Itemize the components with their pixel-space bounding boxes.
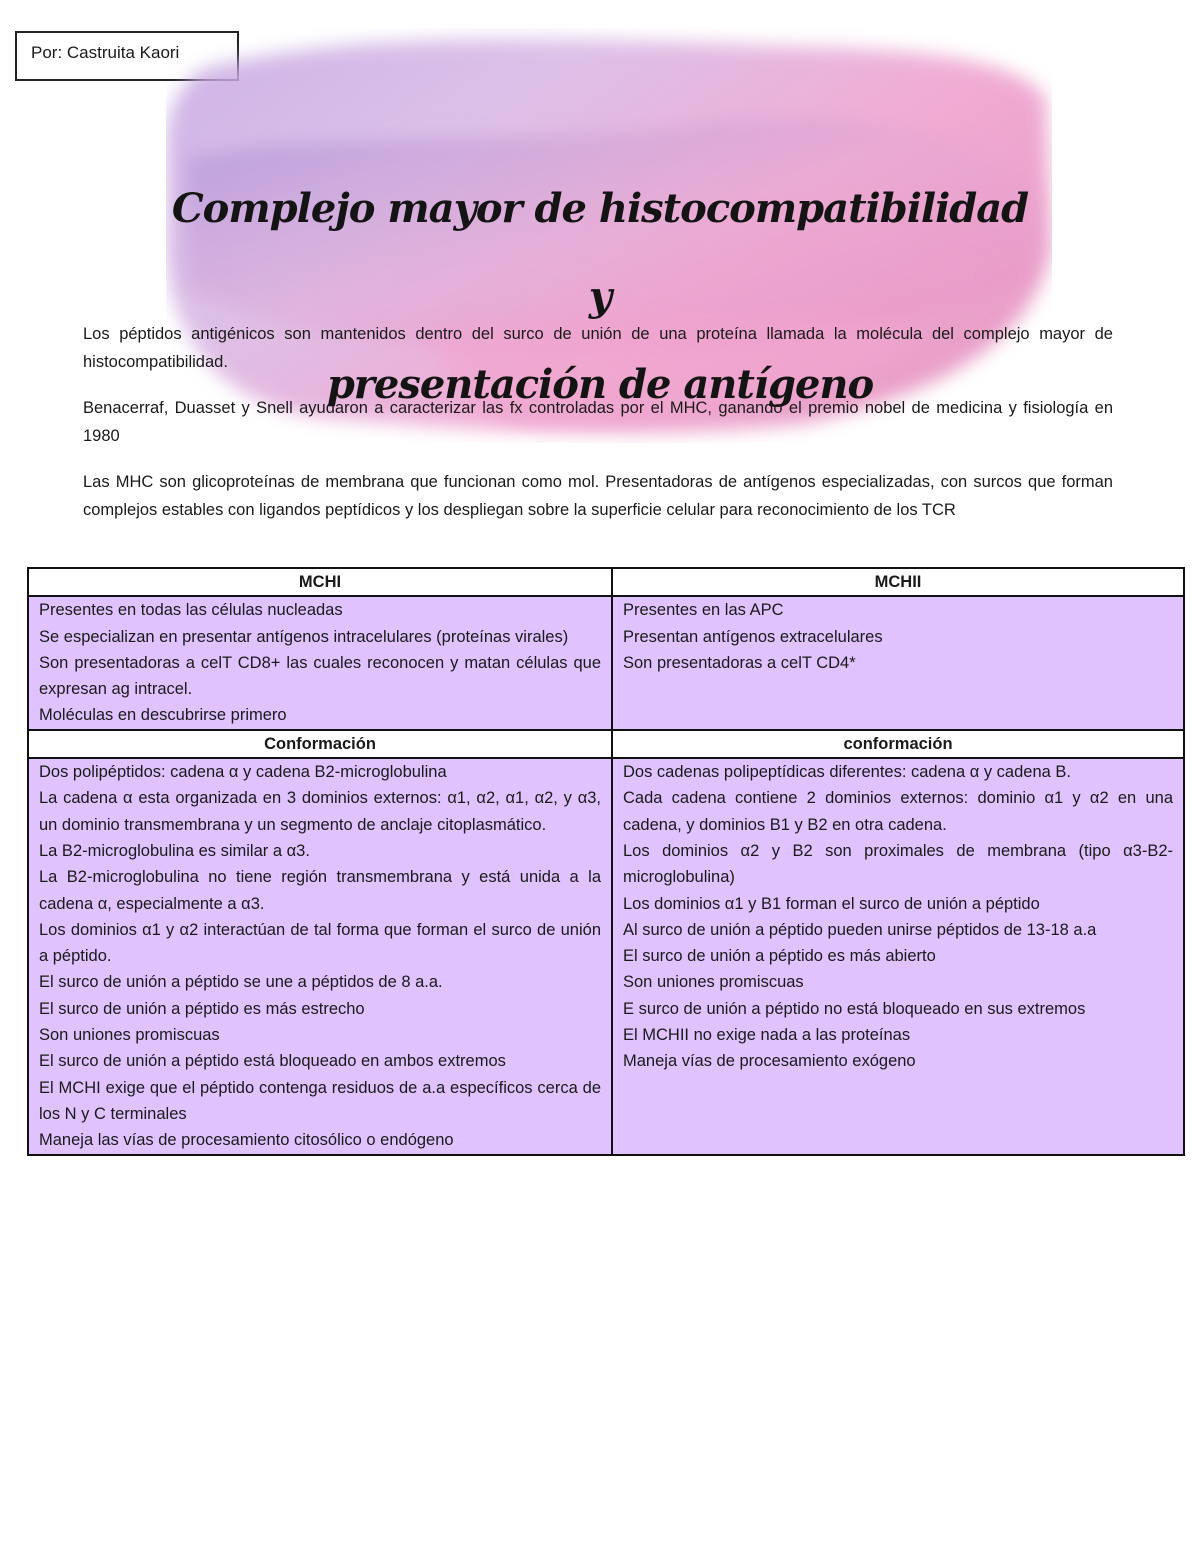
table-subheader-row	[28, 730, 1184, 758]
table-row	[28, 596, 1184, 729]
mchi-conformation-item: Maneja las vías de procesamiento citosólico o endógeno	[39, 1131, 454, 1150]
mchi-feature: Moléculas en descubrirse primero	[39, 706, 287, 725]
header-mchi-conformation: Conformación	[28, 730, 612, 758]
mchii-conformation-item: El MCHII no exige nada a las proteínas	[623, 1026, 911, 1045]
mchii-conformation-item: Dos cadenas polipeptídicas diferentes: cadena α y cadena B.	[623, 763, 1071, 782]
mchii-features-cell	[612, 596, 1184, 729]
mchi-conformation-item: Los dominios α1 y α2 interactúan de tal forma que forman el surco de unión a péptido.	[39, 920, 601, 966]
title-line-1: Complejo mayor de histocompatibilidad y	[171, 185, 1029, 320]
intro-paragraph: Las MHC son glicoproteínas de membrana que funcionan como mol. Presentadoras de antígenos especializadas, con surcos que forman complejos estables con ligandos peptídicos y los despliegan sobre la superficie celular para reconocimiento de los TCR	[83, 473, 1113, 519]
mchi-conformation-item: El MCHI exige que el péptido contenga residuos de a.a específicos cerca de los N y C terminales	[39, 1078, 601, 1123]
mchi-conformation-cell	[28, 758, 612, 1154]
mchii-conformation-cell	[612, 758, 1184, 1154]
mchi-conformation-item: La cadena α esta organizada en 3 dominios externos: α1, α2, α1, α2, y α3, un dominio transmembrana y un segmento de anclaje citoplasmático.	[39, 789, 601, 834]
mchii-conformation-item: Los dominios α2 y B2 son proximales de membrana (tipo α3-B2-microglobulina)	[623, 841, 1173, 887]
title-line-2: presentación de antígeno	[326, 361, 874, 408]
mchii-conformation-item: Los dominios α1 y B1 forman el surco de unión a péptido	[623, 894, 1040, 913]
mchi-feature: Se especializan en presentar antígenos intracelulares (proteínas virales)	[39, 627, 569, 646]
intro-paragraph: Benacerraf, Duasset y Snell ayudaron a caracterizar las fx controladas por el MHC, ganando el premio nobel de medicina y fisiología en 1980	[83, 399, 1113, 445]
mchii-feature: Presentan antígenos extracelulares	[623, 627, 883, 646]
table-header-row	[28, 568, 1184, 596]
comparison-table	[27, 567, 1185, 1156]
mchi-feature: Son presentadoras a celT CD8+ las cuales reconocen y matan células que expresan ag intracel.	[39, 653, 601, 699]
mchii-conformation-item: Son uniones promiscuas	[623, 973, 804, 992]
mchii-feature: Son presentadoras a celT CD4*	[623, 653, 856, 672]
mchi-conformation-item: El surco de unión a péptido se une a péptidos de 8 a.a.	[39, 973, 443, 992]
intro-paragraph: Los péptidos antigénicos son mantenidos dentro del surco de unión de una proteína llamada la molécula del complejo mayor de histocompatibilidad.	[83, 325, 1113, 371]
intro-section	[83, 320, 1113, 542]
mchi-conformation-item: La B2-microglobulina es similar a α3.	[39, 841, 310, 860]
table-row	[28, 758, 1184, 1154]
mchi-conformation-item: Dos polipéptidos: cadena α y cadena B2-microglobulina	[39, 763, 447, 782]
header-mchii: MCHII	[612, 568, 1184, 596]
mchii-conformation-item: Maneja vías de procesamiento exógeno	[623, 1052, 916, 1071]
header-mchii-conformation: conformación	[612, 730, 1184, 758]
mchi-conformation-item: Son uniones promiscuas	[39, 1026, 220, 1045]
mchii-conformation-item: Al surco de unión a péptido pueden unirse péptidos de 13-18 a.a	[623, 920, 1097, 939]
mchii-feature: Presentes en las APC	[623, 601, 784, 620]
mchi-conformation-item: El surco de unión a péptido está bloqueado en ambos extremos	[39, 1052, 506, 1071]
mchi-feature: Presentes en todas las células nucleadas	[39, 601, 343, 620]
mchi-features-cell	[28, 596, 612, 729]
header-mchi: MCHI	[28, 568, 612, 596]
mchii-conformation-item: Cada cadena contiene 2 dominios externos: dominio α1 y α2 en una cadena, y dominios B1 y B2 en otra cadena.	[623, 789, 1173, 834]
mchii-conformation-item: El surco de unión a péptido es más abierto	[623, 947, 936, 966]
mchii-conformation-item: E surco de unión a péptido no está bloqueado en sus extremos	[623, 999, 1086, 1018]
author-label: Por: Castruita Kaori	[31, 43, 180, 62]
mchi-conformation-item: La B2-microglobulina no tiene región transmembrana y está unida a la cadena α, especialmente a α3.	[39, 868, 601, 913]
mchi-conformation-item: El surco de unión a péptido es más estrecho	[39, 999, 365, 1018]
